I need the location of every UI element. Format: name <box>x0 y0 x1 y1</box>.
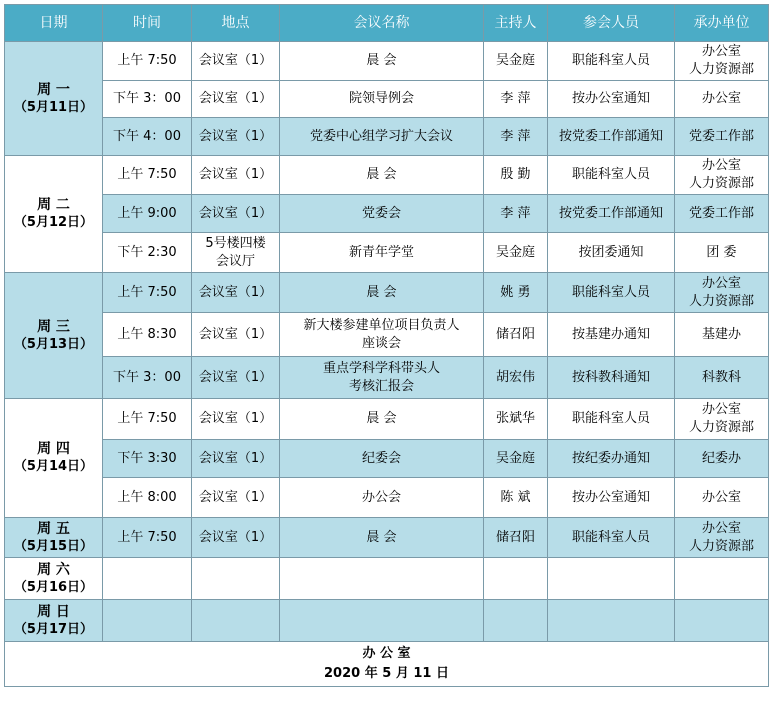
organizer-cell: 党委工作部 <box>675 118 769 156</box>
meeting-name-cell: 新大楼参建单位项目负责人 座谈会 <box>280 313 484 357</box>
day-cell <box>5 600 103 642</box>
header-meeting: 会议名称 <box>280 5 484 42</box>
table-row <box>5 156 769 195</box>
day-name: 周 三 <box>37 318 70 335</box>
place-cell: 会议室（1） <box>192 518 280 558</box>
meeting-name-cell <box>280 600 484 642</box>
meeting-name-cell: 纪委会 <box>280 440 484 478</box>
time-cell: 下午 3:30 <box>103 440 192 478</box>
organizer-cell: 办公室 人力资源部 <box>675 399 769 440</box>
day-name: 周 六 <box>37 561 70 578</box>
day-cell <box>5 399 103 518</box>
meeting-name-cell: 晨 会 <box>280 273 484 313</box>
attendees-cell: 职能科室人员 <box>548 42 675 81</box>
header-place: 地点 <box>192 5 280 42</box>
place-cell: 5号楼四楼 会议厅 <box>192 233 280 273</box>
day-cell <box>5 518 103 558</box>
attendees-cell: 按党委工作部通知 <box>548 195 675 233</box>
day-cell <box>5 558 103 600</box>
time-cell: 下午 3：00 <box>103 81 192 118</box>
attendees-cell: 按纪委办通知 <box>548 440 675 478</box>
table-row <box>5 440 769 478</box>
attendees-cell: 按基建办通知 <box>548 313 675 357</box>
meeting-name-cell: 党委中心组学习扩大会议 <box>280 118 484 156</box>
time-cell: 上午 7:50 <box>103 156 192 195</box>
organizer-cell: 办公室 人力资源部 <box>675 518 769 558</box>
footer-date: 2020 年 5 月 11 日 <box>324 666 449 681</box>
day-cell <box>5 156 103 273</box>
host-cell: 储召阳 <box>484 313 548 357</box>
table-row <box>5 518 769 558</box>
header-host: 主持人 <box>484 5 548 42</box>
time-cell: 上午 7:50 <box>103 273 192 313</box>
place-cell <box>192 558 280 600</box>
day-name: 周 一 <box>37 81 70 98</box>
attendees-cell <box>548 558 675 600</box>
day-name: 周 四 <box>37 441 70 457</box>
attendees-cell: 按科教科通知 <box>548 357 675 399</box>
header-date: 日期 <box>5 5 103 42</box>
organizer-cell: 办公室 <box>675 81 769 118</box>
time-cell: 下午 2:30 <box>103 233 192 273</box>
schedule-body <box>5 42 769 642</box>
table-row <box>5 600 769 642</box>
place-cell: 会议室（1） <box>192 440 280 478</box>
attendees-cell: 职能科室人员 <box>548 156 675 195</box>
meeting-name-cell: 晨 会 <box>280 399 484 440</box>
attendees-cell: 按办公室通知 <box>548 478 675 518</box>
meeting-name-cell: 重点学科学科带头人 考核汇报会 <box>280 357 484 399</box>
meeting-name-cell: 新青年学堂 <box>280 233 484 273</box>
footer-signature <box>5 642 769 687</box>
host-cell: 李 萍 <box>484 118 548 156</box>
day-date: （5月14日） <box>13 459 94 474</box>
organizer-cell: 办公室 人力资源部 <box>675 156 769 195</box>
day-date: （5月12日） <box>13 215 94 230</box>
meeting-name-cell <box>280 558 484 600</box>
place-cell: 会议室（1） <box>192 478 280 518</box>
time-cell: 上午 7:50 <box>103 518 192 558</box>
host-cell: 李 萍 <box>484 195 548 233</box>
attendees-cell: 按党委工作部通知 <box>548 118 675 156</box>
attendees-cell: 按团委通知 <box>548 233 675 273</box>
attendees-cell: 职能科室人员 <box>548 518 675 558</box>
attendees-cell: 职能科室人员 <box>548 399 675 440</box>
place-cell: 会议室（1） <box>192 156 280 195</box>
attendees-cell: 职能科室人员 <box>548 273 675 313</box>
header-time: 时间 <box>103 5 192 42</box>
table-row <box>5 273 769 313</box>
time-cell: 上午 8:30 <box>103 313 192 357</box>
day-date: （5月17日） <box>13 621 94 637</box>
table-row <box>5 478 769 518</box>
host-cell: 储召阳 <box>484 518 548 558</box>
place-cell: 会议室（1） <box>192 42 280 81</box>
host-cell: 吴金庭 <box>484 233 548 273</box>
header-row <box>5 5 769 42</box>
day-name: 周 二 <box>37 197 70 213</box>
organizer-cell: 科教科 <box>675 357 769 399</box>
host-cell: 胡宏伟 <box>484 357 548 399</box>
place-cell: 会议室（1） <box>192 313 280 357</box>
footer-row <box>5 642 769 687</box>
time-cell <box>103 558 192 600</box>
table-row <box>5 81 769 118</box>
organizer-cell <box>675 558 769 600</box>
footer-office: 办 公 室 <box>362 646 411 661</box>
organizer-cell: 纪委办 <box>675 440 769 478</box>
day-cell <box>5 42 103 156</box>
time-cell: 上午 9:00 <box>103 195 192 233</box>
day-date: （5月15日） <box>13 538 94 554</box>
organizer-cell <box>675 600 769 642</box>
host-cell: 吴金庭 <box>484 440 548 478</box>
place-cell: 会议室（1） <box>192 357 280 399</box>
place-cell: 会议室（1） <box>192 81 280 118</box>
organizer-cell: 基建办 <box>675 313 769 357</box>
table-row <box>5 118 769 156</box>
meeting-schedule-table <box>4 4 769 687</box>
table-row <box>5 558 769 600</box>
header-organizer: 承办单位 <box>675 5 769 42</box>
organizer-cell: 办公室 人力资源部 <box>675 42 769 81</box>
organizer-cell: 办公室 人力资源部 <box>675 273 769 313</box>
day-date: （5月16日） <box>13 579 94 595</box>
host-cell: 李 萍 <box>484 81 548 118</box>
host-cell: 陈 斌 <box>484 478 548 518</box>
table-row <box>5 313 769 357</box>
table-row <box>5 399 769 440</box>
day-name: 周 日 <box>37 603 70 620</box>
meeting-name-cell: 晨 会 <box>280 42 484 81</box>
time-cell: 上午 8:00 <box>103 478 192 518</box>
meeting-name-cell: 晨 会 <box>280 518 484 558</box>
organizer-cell: 党委工作部 <box>675 195 769 233</box>
place-cell <box>192 600 280 642</box>
time-cell: 下午 4：00 <box>103 118 192 156</box>
meeting-name-cell: 院领导例会 <box>280 81 484 118</box>
place-cell: 会议室（1） <box>192 195 280 233</box>
place-cell: 会议室（1） <box>192 118 280 156</box>
host-cell <box>484 558 548 600</box>
host-cell: 张斌华 <box>484 399 548 440</box>
attendees-cell: 按办公室通知 <box>548 81 675 118</box>
meeting-name-cell: 党委会 <box>280 195 484 233</box>
day-date: （5月13日） <box>13 336 94 352</box>
meeting-name-cell: 晨 会 <box>280 156 484 195</box>
host-cell: 姚 勇 <box>484 273 548 313</box>
time-cell: 上午 7:50 <box>103 399 192 440</box>
day-cell <box>5 273 103 399</box>
organizer-cell: 团 委 <box>675 233 769 273</box>
table-row <box>5 195 769 233</box>
table-row <box>5 233 769 273</box>
place-cell: 会议室（1） <box>192 273 280 313</box>
host-cell <box>484 600 548 642</box>
header-attendees: 参会人员 <box>548 5 675 42</box>
time-cell: 下午 3：00 <box>103 357 192 399</box>
day-name: 周 五 <box>37 520 70 537</box>
organizer-cell: 办公室 <box>675 478 769 518</box>
meeting-name-cell: 办公会 <box>280 478 484 518</box>
day-date: （5月11日） <box>13 99 94 115</box>
host-cell: 吴金庭 <box>484 42 548 81</box>
table-row <box>5 42 769 81</box>
time-cell <box>103 600 192 642</box>
attendees-cell <box>548 600 675 642</box>
host-cell: 殷 勤 <box>484 156 548 195</box>
time-cell: 上午 7:50 <box>103 42 192 81</box>
place-cell: 会议室（1） <box>192 399 280 440</box>
table-row <box>5 357 769 399</box>
